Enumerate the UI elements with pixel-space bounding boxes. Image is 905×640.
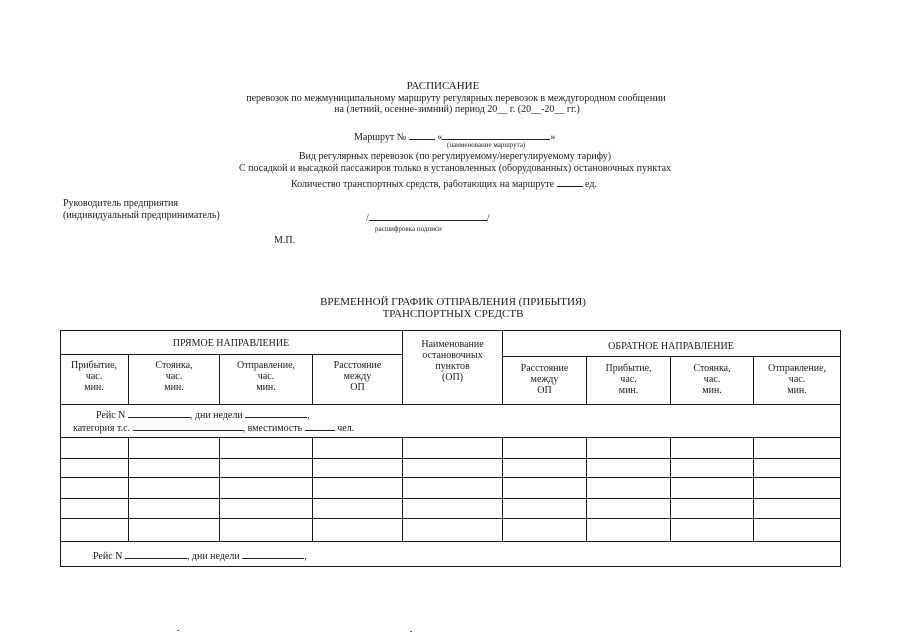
vehicles-unit: ед. [585,179,597,190]
category-label: категория т.с. [73,423,131,434]
trip-label: Рейс N [96,410,126,421]
forward-departure-header: Отправление, час. мин. [236,360,296,393]
stops-line: С посадкой и высадкой пассажиров только в установленных (оборудованных) остановочных пунктах [238,163,672,174]
reverse-arrival-header: Прибытие, час. мин. [605,363,652,396]
days-blank [245,408,307,418]
transport-type-line: Вид регулярных перевозок (по регулируемому/нерегулируемому тарифу) [298,151,612,162]
trip-info-line-3 [93,549,307,562]
reverse-stop-time-header: Стоянка, час. мин. [693,363,731,396]
days-label: , дни недели [189,410,243,421]
route-name-caption: (наименование маршрута) [447,141,526,149]
reverse-departure-header: Отправление, час. мин. [767,363,827,396]
reverse-direction-header: ОБРАТНОЕ НАПРАВЛЕНИЕ [608,341,734,352]
stamp-mark: М.П. [274,235,296,246]
forward-stop-time-header: Стоянка, час. мин. [155,360,193,393]
trip-info-line-1 [96,408,310,421]
header-line-2: на (летний, осенне-зимний) период 20__ г. (20__-20__ гг.) [334,104,580,115]
days-blank-2 [242,549,304,559]
signature-caption: расшифровка подписи [375,225,442,233]
schedule-title-line-2: ТРАНСПОРТНЫХ СРЕДСТВ [382,308,524,320]
capacity-unit: чел. [337,423,355,434]
signature-slash-close: / [486,213,490,224]
route-quote-open: « [437,132,443,143]
signature-slash-open: / [366,213,369,224]
vehicles-count-label: Количество транспортных средств, работающих на маршруте [291,179,555,190]
header-line-1: перевозок по межмуниципальному маршруту регулярных перевозок в междугородном сообщении [246,93,666,104]
trip-info-line-2 [73,421,354,434]
head-title-line-1: Руководитель предприятия [63,198,178,209]
days-suffix-2: , [304,551,307,562]
days-label-2: , дни недели [186,551,240,562]
trip-label-2: Рейс N [93,551,123,562]
days-suffix: , [307,410,310,421]
category-blank [133,421,243,431]
reverse-distance-header: Расстояние между ОП [520,363,569,396]
capacity-blank [305,421,335,431]
trip-number-blank-2 [125,549,187,559]
forward-arrival-header: Прибытие, час. мин. [70,360,118,393]
forward-direction-header: ПРЯМОЕ НАПРАВЛЕНИЕ [172,338,290,349]
route-quote-close: » [550,132,556,143]
scan-speck [177,630,179,631]
head-title-line-2: (индивидуальный предприниматель) [63,210,220,221]
trip-number-blank [128,408,190,418]
schedule-title-line-1: ВРЕМЕННОЙ ГРАФИК ОТПРАВЛЕНИЯ (ПРИБЫТИЯ) [320,296,586,308]
route-prefix: Маршрут № [354,132,407,143]
document-title: РАСПИСАНИЕ [406,80,480,92]
scan-speck [410,631,412,632]
capacity-label: , вместимость [242,423,303,434]
stop-name-header: Наименование остановочных пунктов (ОП) [421,339,484,383]
forward-distance-header: Расстояние между ОП [333,360,382,393]
